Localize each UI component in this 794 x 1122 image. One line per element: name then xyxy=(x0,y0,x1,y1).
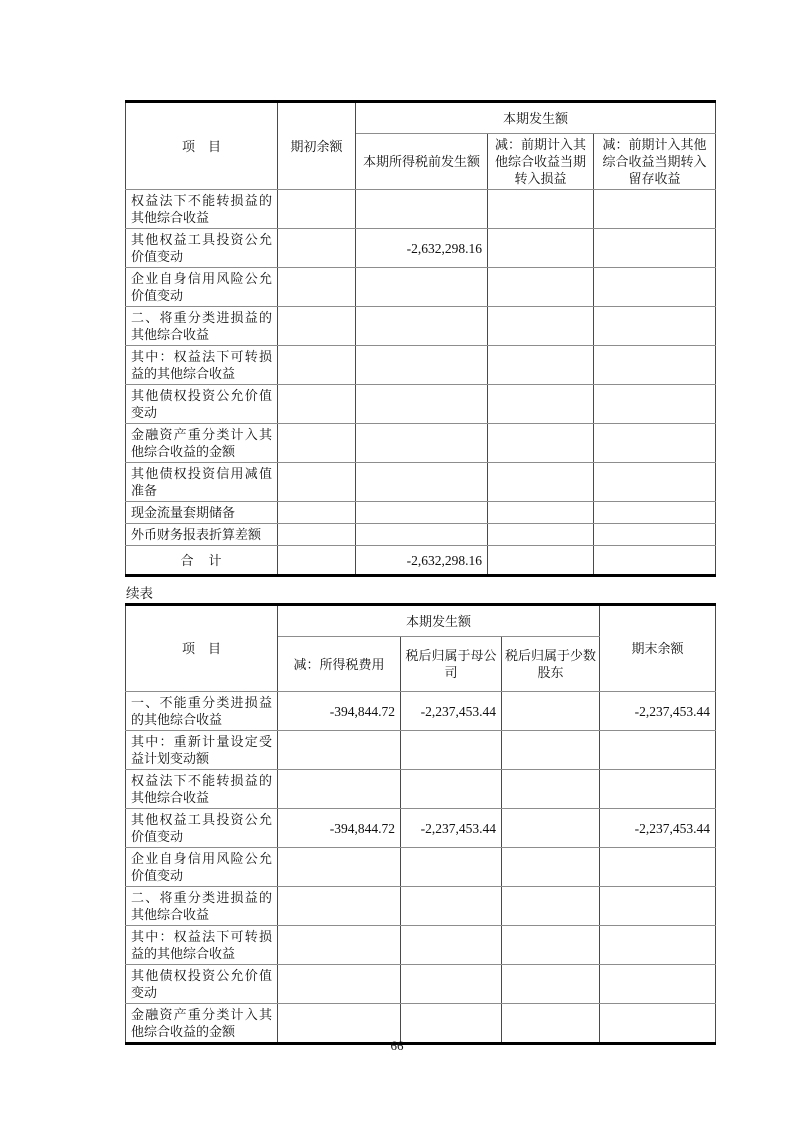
item-label-cell: 其中：权益法下可转损益的其他综合收益 xyxy=(126,346,278,385)
value-cell xyxy=(356,385,488,424)
value-cell: -2,237,453.44 xyxy=(401,809,502,848)
value-cell xyxy=(278,229,356,268)
table-row xyxy=(126,848,716,887)
value-cell xyxy=(594,502,716,524)
header-row-group xyxy=(126,102,716,134)
item-label-cell: 权益法下不能转损益的其他综合收益 xyxy=(126,770,278,809)
value-cell: -2,237,453.44 xyxy=(600,809,716,848)
column-header-item: 项 目 xyxy=(126,102,278,190)
value-cell xyxy=(600,770,716,809)
value-cell xyxy=(278,190,356,229)
value-cell xyxy=(502,770,600,809)
value-cell xyxy=(278,463,356,502)
column-header-pretax-amount: 本期所得税前发生额 xyxy=(356,134,488,190)
value-cell xyxy=(278,385,356,424)
column-header-current-period-group: 本期发生额 xyxy=(356,102,716,134)
value-cell xyxy=(401,731,502,770)
value-cell xyxy=(278,887,401,926)
value-cell xyxy=(488,385,594,424)
column-header-item: 项 目 xyxy=(126,605,278,692)
value-cell xyxy=(600,848,716,887)
value-cell: -2,237,453.44 xyxy=(401,692,502,731)
column-header-opening-balance: 期初余额 xyxy=(278,102,356,190)
table-row xyxy=(126,268,716,307)
continued-table-label: 续表 xyxy=(126,586,153,601)
value-cell xyxy=(356,268,488,307)
value-cell xyxy=(401,848,502,887)
value-cell xyxy=(488,546,594,576)
value-cell xyxy=(594,524,716,546)
value-cell xyxy=(278,307,356,346)
value-cell xyxy=(488,268,594,307)
column-header-less-transfer-to-retained: 减：前期计入其他综合收益当期转入留存收益 xyxy=(594,134,716,190)
oci-table-part2-body xyxy=(126,692,716,1044)
oci-table-part1 xyxy=(125,100,716,577)
value-cell xyxy=(488,424,594,463)
column-header-after-tax-parent: 税后归属于母公司 xyxy=(401,637,502,692)
value-cell xyxy=(594,190,716,229)
value-cell xyxy=(594,229,716,268)
value-cell xyxy=(600,926,716,965)
table-row xyxy=(126,424,716,463)
value-cell xyxy=(594,346,716,385)
value-cell xyxy=(278,346,356,385)
value-cell xyxy=(502,731,600,770)
value-cell xyxy=(488,229,594,268)
column-header-closing-balance: 期末余额 xyxy=(600,605,716,692)
column-header-current-period-group: 本期发生额 xyxy=(278,605,600,637)
table-row xyxy=(126,731,716,770)
value-cell xyxy=(356,346,488,385)
value-cell xyxy=(502,887,600,926)
item-label-cell: 其他债权投资公允价值变动 xyxy=(126,965,278,1004)
value-cell xyxy=(594,424,716,463)
table-row xyxy=(126,770,716,809)
value-cell xyxy=(356,307,488,346)
item-label-cell: 其他债权投资信用减值准备 xyxy=(126,463,278,502)
value-cell xyxy=(278,926,401,965)
value-cell xyxy=(278,424,356,463)
value-cell xyxy=(600,731,716,770)
header-row-group xyxy=(126,605,716,637)
value-cell xyxy=(278,965,401,1004)
table-row xyxy=(126,546,716,576)
value-cell xyxy=(502,965,600,1004)
value-cell xyxy=(488,190,594,229)
table-row xyxy=(126,190,716,229)
item-label-cell: 权益法下不能转损益的其他综合收益 xyxy=(126,190,278,229)
item-label-cell: 一、不能重分类进损益的其他综合收益 xyxy=(126,692,278,731)
table-row xyxy=(126,692,716,731)
value-cell xyxy=(401,770,502,809)
value-cell xyxy=(278,524,356,546)
value-cell xyxy=(502,926,600,965)
value-cell: -394,844.72 xyxy=(278,692,401,731)
value-cell xyxy=(594,268,716,307)
table-row xyxy=(126,965,716,1004)
value-cell xyxy=(356,190,488,229)
value-cell xyxy=(401,887,502,926)
item-label-cell: 二、将重分类进损益的其他综合收益 xyxy=(126,307,278,346)
oci-table-part2-header xyxy=(126,605,716,692)
value-cell xyxy=(356,463,488,502)
value-cell xyxy=(488,307,594,346)
oci-table-part1-header xyxy=(126,102,716,190)
item-label-cell: 现金流量套期储备 xyxy=(126,502,278,524)
value-cell xyxy=(356,502,488,524)
item-label-cell: 其他权益工具投资公允价值变动 xyxy=(126,809,278,848)
page-number: 66 xyxy=(390,1038,404,1053)
item-label-cell: 外币财务报表折算差额 xyxy=(126,524,278,546)
item-label-cell: 其中：权益法下可转损益的其他综合收益 xyxy=(126,926,278,965)
table-row xyxy=(126,887,716,926)
value-cell xyxy=(502,692,600,731)
value-cell xyxy=(488,346,594,385)
oci-table-part2 xyxy=(125,603,716,1045)
table-row xyxy=(126,229,716,268)
value-cell: -394,844.72 xyxy=(278,809,401,848)
value-cell xyxy=(278,770,401,809)
item-label-cell: 其他债权投资公允价值变动 xyxy=(126,385,278,424)
value-cell: -2,632,298.16 xyxy=(356,546,488,576)
value-cell xyxy=(488,502,594,524)
value-cell xyxy=(502,848,600,887)
value-cell xyxy=(502,809,600,848)
value-cell xyxy=(278,546,356,576)
value-cell xyxy=(278,731,401,770)
table-row xyxy=(126,463,716,502)
item-label-cell: 金融资产重分类计入其他综合收益的金额 xyxy=(126,1004,278,1044)
table-row xyxy=(126,307,716,346)
value-cell xyxy=(278,268,356,307)
table-row xyxy=(126,524,716,546)
value-cell xyxy=(401,926,502,965)
item-label-cell: 二、将重分类进损益的其他综合收益 xyxy=(126,887,278,926)
table-row xyxy=(126,346,716,385)
column-header-less-transfer-to-pl: 减：前期计入其他综合收益当期转入损益 xyxy=(488,134,594,190)
value-cell xyxy=(488,463,594,502)
column-header-after-tax-minority: 税后归属于少数股东 xyxy=(502,637,600,692)
value-cell: -2,237,453.44 xyxy=(600,692,716,731)
item-label-cell: 其中：重新计量设定受益计划变动额 xyxy=(126,731,278,770)
table-row xyxy=(126,926,716,965)
value-cell xyxy=(356,424,488,463)
table-row xyxy=(126,502,716,524)
value-cell xyxy=(600,887,716,926)
item-label-cell: 金融资产重分类计入其他综合收益的金额 xyxy=(126,424,278,463)
value-cell xyxy=(488,524,594,546)
oci-table-part1-body xyxy=(126,190,716,576)
value-cell xyxy=(594,546,716,576)
item-label-cell: 企业自身信用风险公允价值变动 xyxy=(126,268,278,307)
value-cell xyxy=(401,965,502,1004)
value-cell xyxy=(600,965,716,1004)
value-cell xyxy=(278,502,356,524)
item-label-cell: 合 计 xyxy=(126,546,278,576)
item-label-cell: 企业自身信用风险公允价值变动 xyxy=(126,848,278,887)
value-cell xyxy=(356,524,488,546)
value-cell xyxy=(278,848,401,887)
table-row xyxy=(126,385,716,424)
column-header-less-income-tax: 减：所得税费用 xyxy=(278,637,401,692)
value-cell xyxy=(594,307,716,346)
item-label-cell: 其他权益工具投资公允价值变动 xyxy=(126,229,278,268)
table-row xyxy=(126,809,716,848)
value-cell xyxy=(594,385,716,424)
value-cell: -2,632,298.16 xyxy=(356,229,488,268)
value-cell xyxy=(594,463,716,502)
